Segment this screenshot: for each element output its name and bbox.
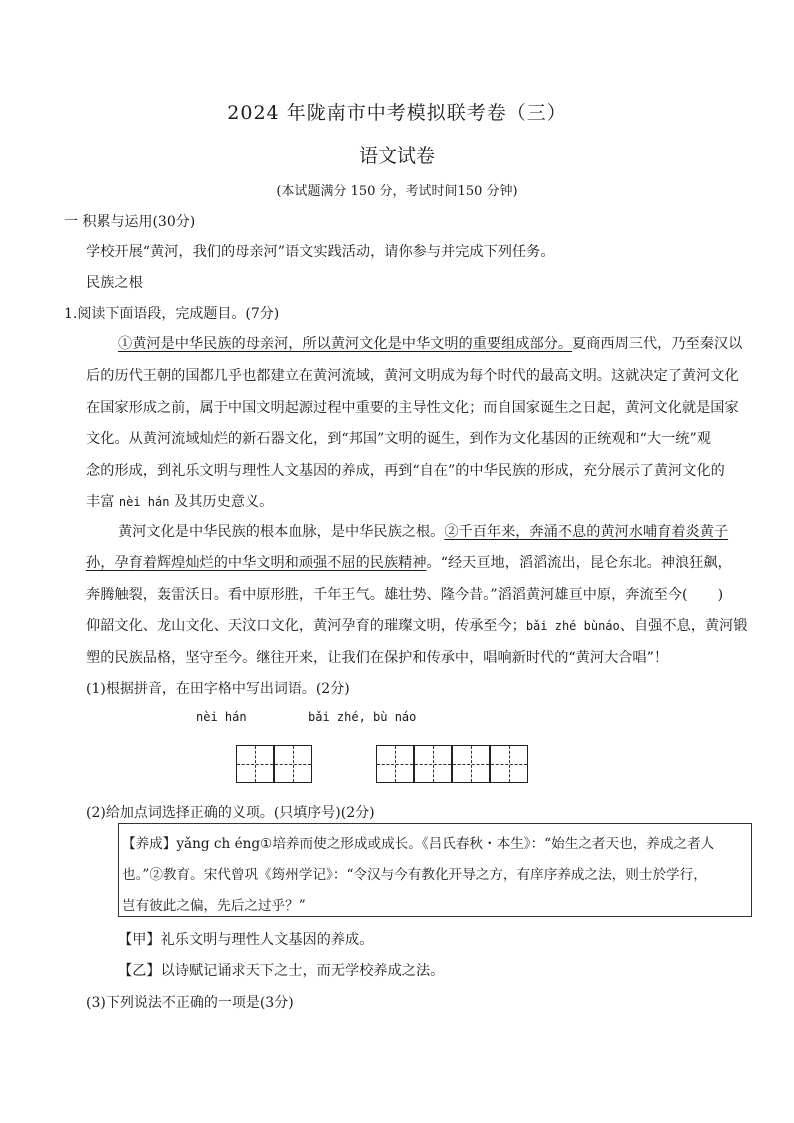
passage-line: 仰韶文化、龙山文化、天汶口文化，黄河孕育的璀璨文明，传承至今；bǎi zhé bùnáo、自强不息，黄河锻: [86, 618, 748, 634]
passage-line: 孙，孕育着辉煌灿烂的中华文明和顽强不屈的民族精神。“经天亘地，滔滔流出，昆仑东北。神浪狂飙，: [86, 555, 732, 571]
question-1-label: 1.阅读下面语段，完成题目。(7分): [64, 306, 280, 322]
topic-label: 民族之根: [86, 275, 143, 291]
definition-line: 岂有彼此之偏，先后之过乎？”: [122, 898, 306, 914]
tianzige-cell[interactable]: [236, 745, 274, 783]
tianzige-cell[interactable]: [452, 745, 490, 783]
pinyin-label-2: bǎi zhé, bù náo: [308, 710, 417, 724]
exam-subtitle: 语文试卷: [358, 145, 435, 167]
underlined-sentence-2-cont: 孙，孕育着辉煌灿烂的中华文明和顽强不屈的民族精神: [86, 555, 427, 571]
passage-line: 后的历代王朝的国都几乎也都建立在黄河流域，黄河文明成为每个时代的最高文明。这就决定了黄河文化: [86, 368, 739, 384]
definition-line: 【养成】yǎng ch éng①培养而使之形成或成长。《吕氏春秋・本生》：“始生之者天也，养成之者人: [122, 836, 715, 852]
subquestion-1-label: (1)根据拼音，在田字格中写出词语。(2分): [86, 681, 350, 697]
section-heading: 一 积累与运用(30分): [64, 214, 196, 230]
underlined-sentence-1: ①黄河是中华民族的母亲河，所以黄河文化是中华文明的重要组成部分。: [118, 336, 573, 352]
tianzige-cell[interactable]: [274, 745, 312, 783]
passage-line: 塑的民族品格，坚守至今。继往开来，让我们在保护和传承中，唱响新时代的“黄河大合唱”！: [86, 650, 669, 666]
underlined-sentence-2: ②千百年来，奔涌不息的黄河水哺育着炎黄子: [444, 524, 729, 540]
activity-intro: 学校开展“黄河，我们的母亲河”语文实践活动，请你参与并完成下列任务。: [86, 244, 555, 260]
passage-line: 念的形成，到礼乐文明与理性人文基因的养成，再到“自在”的中华民族的形成，充分展示了黄河文化的: [86, 463, 725, 479]
passage-line: 在国家形成之前，属于中国文明起源过程中重要的主导性文化；而自国家诞生之日起，黄河文化就是国家: [86, 400, 739, 416]
exam-title: 2024 年陇南市中考模拟联考卷（三）: [227, 102, 567, 124]
pinyin-label-1: nèi hán: [196, 710, 247, 724]
passage-line: 文化。从黄河流域灿烂的新石器文化，到“邦国”文明的诞生，到作为文化基因的正统观和“大一统”观: [86, 431, 711, 447]
exam-note: (本试题满分 150 分，考试时间150 分钟): [276, 184, 518, 199]
subquestion-2-label: (2)给加点词选择正确的义项。(只填序号)(2分): [86, 805, 375, 821]
passage-line: 黄河文化是中华民族的根本血脉，是中华民族之根。②千百年来，奔涌不息的黄河水哺育着炎黄子: [118, 524, 729, 540]
passage-line: ①黄河是中华民族的母亲河，所以黄河文化是中华文明的重要组成部分。夏商西周三代，乃至秦汉以: [118, 336, 743, 352]
pinyin-neihan: nèi hán: [118, 495, 170, 509]
passage-line: 奔腾触裂，轰雷沃日。看中原形胜，千年王气。雄壮势、隆今昔。”滔滔黄河雄亘中原，奔流至今( ): [86, 587, 724, 603]
subquestion-3-label: (3)下列说法不正确的一项是(3分): [86, 995, 294, 1011]
example-jia: 【甲】礼乐文明与理性人文基因的养成。: [118, 932, 374, 948]
tianzige-cell[interactable]: [490, 745, 528, 783]
tianzige-cell[interactable]: [376, 745, 414, 783]
tianzige-cell[interactable]: [414, 745, 452, 783]
definition-line: 也。”②教育。宋代曾巩《筠州学记》：“令汉与今有教化开导之方，有庠序养成之法，则士於学行，: [122, 867, 707, 883]
example-yi: 【乙】以诗赋记诵求天下之士，而无学校养成之法。: [118, 963, 445, 979]
pinyin-baizhebunao: bǎi zhé bùnáo: [525, 619, 620, 633]
passage-line: 丰富 nèi hán 及其历史意义。: [86, 494, 274, 510]
